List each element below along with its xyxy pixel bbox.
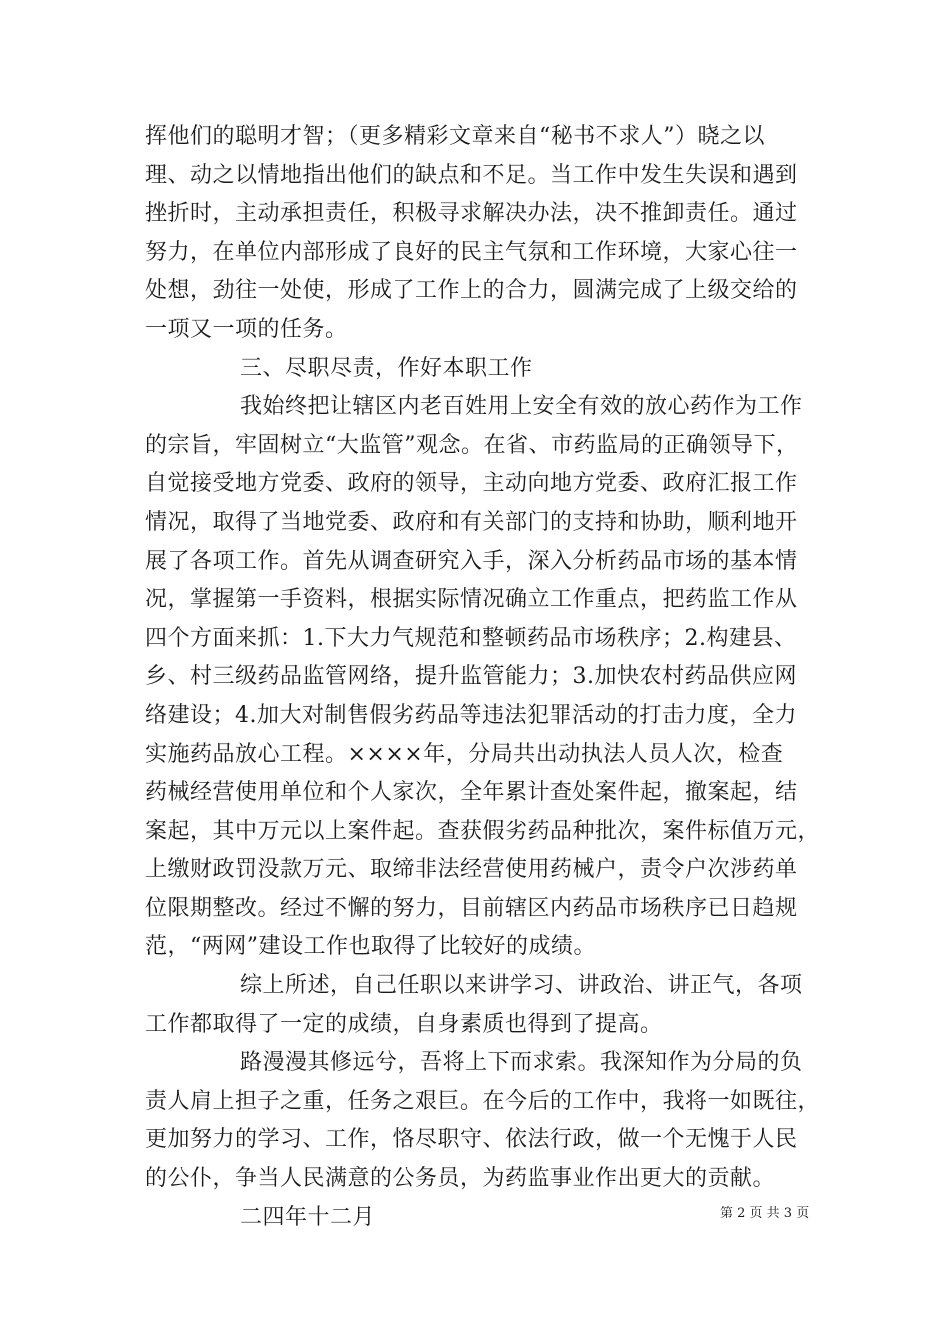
text-line: 综上所述，自己任职以来讲学习、讲政治、讲正气，各项 [240,973,803,999]
body-text [145,118,835,1237]
text-line: 工作都取得了一定的成绩，自身素质也得到了提高。 [145,1011,663,1037]
text-line: 责人肩上担子之重，任务之艰巨。在今后的工作中，我将一如既往， [145,1088,821,1114]
text-line: 处想，劲往一处使，形成了工作上的合力，圆满完成了上级交给的 [145,278,798,304]
text-line: 四个方面来抓：1.下大力气规范和整顿药品市场秩序；2.构建县、 [145,625,797,651]
text-line: 位限期整改。经过不懈的努力，目前辖区内药品市场秩序已日趋规 [145,895,798,921]
text-line: 挥他们的聪明才智；（更多精彩文章来自“秘书不求人”）晓之以 [145,124,765,149]
text-line: 上缴财政罚没款万元、取缔非法经营使用药械户，责令户次涉药单 [145,857,798,883]
text-line: 的公仆，争当人民满意的公务员，为药监事业作出更大的贡献。 [145,1166,776,1192]
text-line: 况，掌握第一手资料，根据实际情况确立工作重点，把药监工作从 [145,587,798,613]
text-line: 挫折时，主动承担责任，积极寻求解决办法，决不推卸责任。通过 [145,201,798,227]
text-line: 一项又一项的任务。 [145,316,348,342]
text-line: 药械经营使用单位和个人家次，全年累计查处案件起，撤案起，结 [145,780,798,806]
text-line: 乡、村三级药品监管网络，提升监管能力；3.加快农村药品供应网 [145,664,797,690]
text-line: 努力，在单位内部形成了良好的民主气氛和工作环境，大家心往一 [145,239,798,265]
text-line: 的宗旨，牢固树立“大监管”观念。在省、市药监局的正确领导下， [145,432,799,458]
date-line: 二四年十二月 [240,1204,376,1230]
text-line: 实施药品放心工程。××××年，分局共出动执法人员人次，检查 [145,741,784,767]
page-number: 第 2 页 共 3 页 [720,1206,810,1221]
text-line: 更加努力的学习、工作，恪尽职守、依法行政，做一个无愧于人民 [145,1127,798,1153]
text-line: 范，“两网”建设工作也取得了比较好的成绩。 [145,934,596,960]
text-line: 情况，取得了当地党委、政府和有关部门的支持和协助，顺利地开 [145,509,798,535]
text-line: 自觉接受地方党委、政府的领导，主动向地方党委、政府汇报工作 [145,471,798,497]
text-line: 展了各项工作。首先从调查研究入手，深入分析药品市场的基本情 [145,548,798,574]
text-line: 路漫漫其修远兮，吾将上下而求索。我深知作为分局的负 [240,1050,803,1076]
text-line: 络建设；4.加大对制售假劣药品等违法犯罪活动的打击力度，全力 [145,702,797,728]
text-line: 我始终把让辖区内老百姓用上安全有效的放心药作为工作 [240,394,803,420]
text-line: 案起，其中万元以上案件起。查获假劣药品种批次，案件标值万元， [145,818,821,844]
section-heading: 三、尽职尽责，作好本职工作 [240,355,533,381]
text-line: 理、动之以情地指出他们的缺点和不足。当工作中发生失误和遇到 [145,162,798,188]
